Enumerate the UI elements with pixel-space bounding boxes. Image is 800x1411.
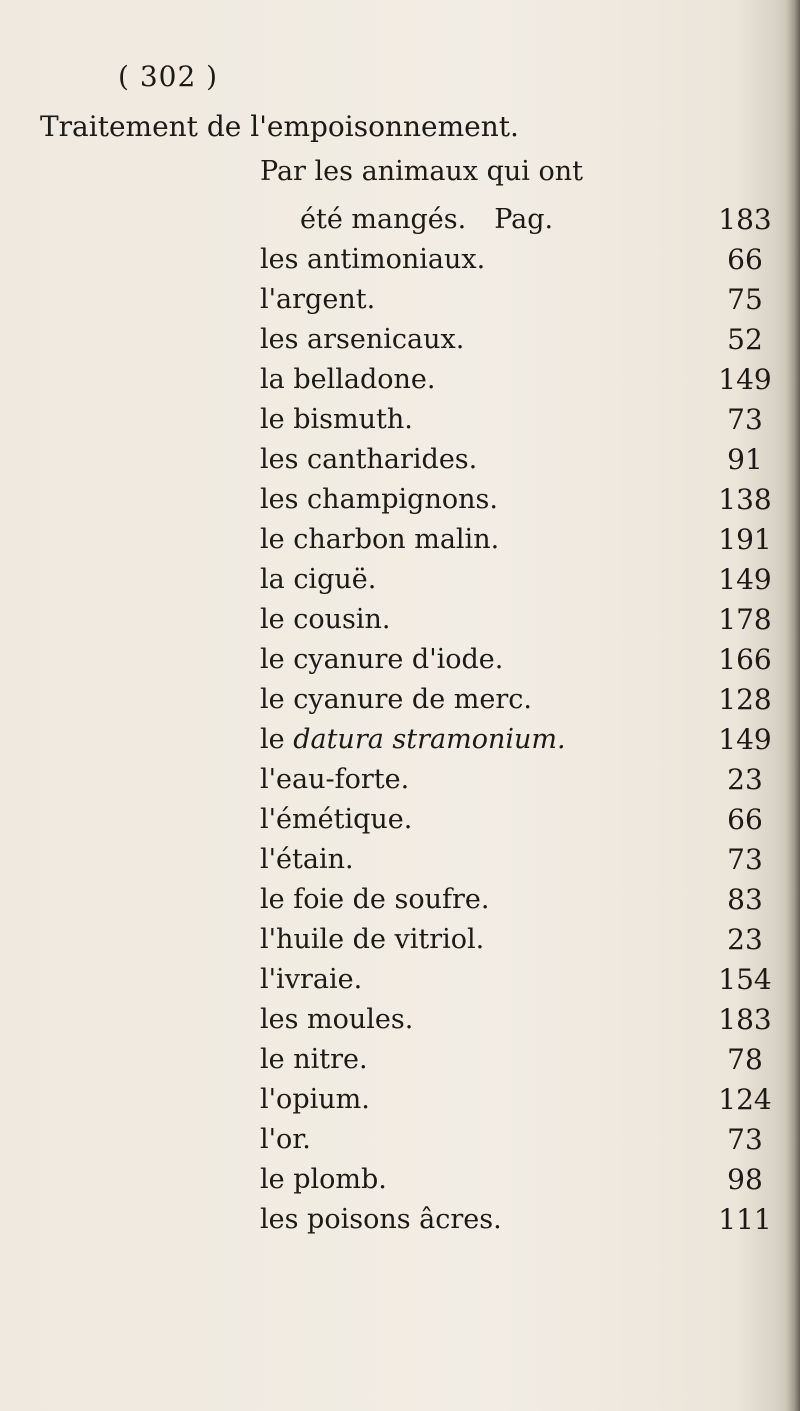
entry-page-number: 66 xyxy=(727,803,763,836)
entry-label: l'eau-forte. xyxy=(260,764,410,795)
entry-page-number: 149 xyxy=(718,723,772,756)
entry-label: le cyanure d'iode. xyxy=(260,644,504,675)
entry-page-number: 166 xyxy=(718,643,772,676)
entry-page-number: 178 xyxy=(718,603,772,636)
entry-label: le cyanure de merc. xyxy=(260,684,532,715)
index-entry xyxy=(260,600,800,640)
entry-label: l'argent. xyxy=(260,284,376,315)
entry-label: les antimoniaux. xyxy=(260,244,486,275)
entry-label: l'étain. xyxy=(260,844,354,875)
entry-label: les champignons. xyxy=(260,484,498,515)
index-entry xyxy=(260,280,800,320)
index-entry xyxy=(260,800,800,840)
index-entry xyxy=(260,440,800,480)
index-entry xyxy=(260,480,800,520)
section-title: Traitement de l'empoisonnement. xyxy=(40,110,519,143)
entry-page-number: 183 xyxy=(718,1003,772,1036)
index-entry xyxy=(260,360,800,400)
index-entry xyxy=(260,520,800,560)
entry-label-prefix: le xyxy=(260,724,294,755)
page-header: ( 302 ) xyxy=(118,60,219,93)
entry-label: l'ivraie. xyxy=(260,964,363,995)
entry-label: le bismuth. xyxy=(260,404,413,435)
index-entry xyxy=(260,1040,800,1080)
index-entry xyxy=(260,720,800,760)
index-entry xyxy=(260,240,800,280)
entry-label: l'huile de vitriol. xyxy=(260,924,485,955)
entry-label: la belladone. xyxy=(260,364,436,395)
entry-label: le nitre. xyxy=(260,1044,368,1075)
index-entry xyxy=(260,320,800,360)
index-entry xyxy=(260,640,800,680)
entry-page-number: 124 xyxy=(718,1083,772,1116)
entry-page-number: 52 xyxy=(727,323,763,356)
entry-label: la ciguë. xyxy=(260,564,377,595)
entry-page-number: 191 xyxy=(718,523,772,556)
entry-label: le foie de soufre. xyxy=(260,884,490,915)
entry-page-number: 78 xyxy=(727,1043,763,1076)
entry-page-number: 73 xyxy=(727,1123,763,1156)
entry-page-number: 149 xyxy=(718,563,772,596)
index-entry xyxy=(260,960,800,1000)
entry-label: le charbon malin. xyxy=(260,524,500,555)
entry-page-number: 128 xyxy=(718,683,772,716)
entry-label: été mangés. Pag. xyxy=(300,204,554,235)
page-edge-shadow xyxy=(786,0,800,1411)
index-entry xyxy=(260,920,800,960)
entry-label: les moules. xyxy=(260,1004,414,1035)
entry-page-number: 91 xyxy=(727,443,763,476)
entry-page-number: 73 xyxy=(727,843,763,876)
entry-page-number: 75 xyxy=(727,283,763,316)
index-entry xyxy=(300,200,800,240)
entry-page-number: 183 xyxy=(718,203,772,236)
index-entry xyxy=(260,880,800,920)
entry-page-number: 83 xyxy=(727,883,763,916)
entry-label: le plomb. xyxy=(260,1164,387,1195)
entry-label: les cantharides. xyxy=(260,444,478,475)
index-entry xyxy=(260,560,800,600)
entry-page-number: 23 xyxy=(727,763,763,796)
entry-label xyxy=(260,720,566,760)
entry-page-number: 111 xyxy=(718,1203,772,1236)
entry-page-number: 73 xyxy=(727,403,763,436)
entry-page-number: 149 xyxy=(718,363,772,396)
entry-label: les poisons âcres. xyxy=(260,1204,502,1235)
index-entry xyxy=(260,1080,800,1120)
entry-page-number: 98 xyxy=(727,1163,763,1196)
index-entry xyxy=(260,1160,800,1200)
entry-page-number: 154 xyxy=(718,963,772,996)
entry-label: le cousin. xyxy=(260,604,391,635)
entry-page-prefix: Pag. xyxy=(494,204,554,235)
section-subtitle: Par les animaux qui ont xyxy=(260,156,583,187)
entry-page-number: 23 xyxy=(727,923,763,956)
entry-label: l'or. xyxy=(260,1124,311,1155)
index-entry xyxy=(260,1000,800,1040)
entry-page-number: 66 xyxy=(727,243,763,276)
entry-label: l'émétique. xyxy=(260,804,413,835)
entry-page-number: 138 xyxy=(718,483,772,516)
index-entry xyxy=(260,840,800,880)
index-entry xyxy=(260,400,800,440)
entry-label: l'opium. xyxy=(260,1084,370,1115)
index-entry xyxy=(260,760,800,800)
entry-label: les arsenicaux. xyxy=(260,324,465,355)
index-entry xyxy=(260,1120,800,1160)
index-entry xyxy=(260,1200,800,1240)
entry-label-italic: datura stramonium. xyxy=(293,724,566,755)
index-entry xyxy=(260,680,800,720)
